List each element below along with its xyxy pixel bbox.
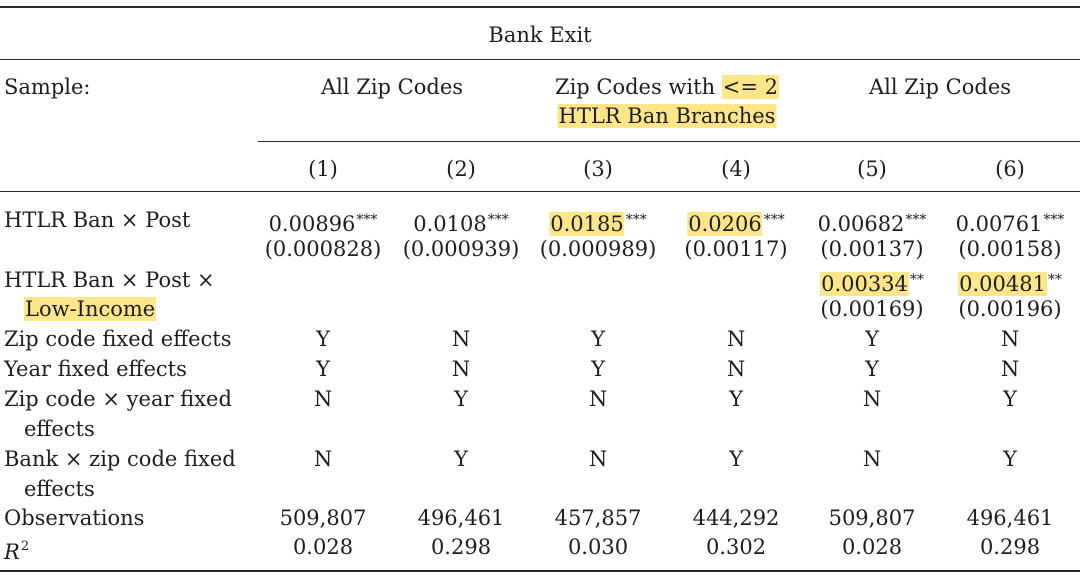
coef-cell-4 xyxy=(687,207,784,237)
row-label-zip-year-fe-line1: Zip code × year fixed xyxy=(4,387,232,411)
observations-cell-6: 496,461 xyxy=(966,506,1054,530)
interaction-coef-cell-5 xyxy=(820,267,924,297)
se-cell-4: (0.00117) xyxy=(684,237,788,261)
group-header-1: All Zip Codes xyxy=(320,75,464,99)
row-label-htlr-post-low-line1: HTLR Ban × Post × xyxy=(4,268,215,292)
significance-stars: *** xyxy=(763,212,785,228)
column-header-2: (2) xyxy=(446,157,476,181)
zip-fe-cell-4: N xyxy=(726,327,746,351)
top-rule xyxy=(0,6,1080,8)
year-fe-cell-1: Y xyxy=(316,357,330,381)
coef-value-highlighted: 0.00481 xyxy=(959,272,1046,296)
column-header-4: (4) xyxy=(721,157,751,181)
coef-cell-1 xyxy=(269,207,378,237)
bank-zip-fe-cell-2: Y xyxy=(454,447,468,471)
bank-zip-fe-cell-4: Y xyxy=(729,447,743,471)
significance-stars: ** xyxy=(1047,272,1062,288)
bottom-rule xyxy=(0,570,1080,572)
row-label-zip-year-fe-line2: effects xyxy=(24,417,95,441)
bank-zip-fe-cell-1: N xyxy=(313,447,333,471)
group-header-2-highlight-line2: HTLR Ban Branches xyxy=(558,104,776,128)
coef-cell-3 xyxy=(549,207,646,237)
row-label-year-fe: Year fixed effects xyxy=(4,357,187,381)
year-fe-cell-3: Y xyxy=(591,357,605,381)
column-header-5: (5) xyxy=(857,157,887,181)
row-label-bank-zip-fe-line2: effects xyxy=(24,477,95,501)
zip-year-fe-cell-1: N xyxy=(313,387,333,411)
table-caption: Bank Exit xyxy=(488,23,592,47)
interaction-se-cell-5: (0.00169) xyxy=(820,297,924,321)
se-cell-1: (0.000828) xyxy=(264,237,382,261)
se-cell-6: (0.00158) xyxy=(958,237,1062,261)
bank-zip-fe-cell-3: N xyxy=(588,447,608,471)
coef-value: 0.00896 xyxy=(268,212,356,236)
zip-year-fe-cell-5: N xyxy=(862,387,882,411)
column-header-3: (3) xyxy=(583,157,613,181)
se-cell-2: (0.000939) xyxy=(402,237,520,261)
se-cell-5: (0.00137) xyxy=(820,237,924,261)
significance-stars: *** xyxy=(625,212,647,228)
r-squared-cell-4: 0.302 xyxy=(705,535,767,559)
significance-stars: ** xyxy=(909,272,924,288)
column-header-6: (6) xyxy=(995,157,1025,181)
interaction-se-cell-6: (0.00196) xyxy=(958,297,1062,321)
coef-cell-6 xyxy=(956,207,1065,237)
r-squared-cell-5: 0.028 xyxy=(841,535,903,559)
coef-value: 0.0108 xyxy=(413,212,487,236)
r-squared-cell-1: 0.028 xyxy=(292,535,354,559)
year-fe-cell-5: Y xyxy=(865,357,879,381)
observations-cell-5: 509,807 xyxy=(828,506,916,530)
row-label-zip-fe: Zip code fixed effects xyxy=(4,327,232,351)
column-header-1: (1) xyxy=(308,157,338,181)
zip-year-fe-cell-4: Y xyxy=(729,387,743,411)
observations-cell-2: 496,461 xyxy=(417,506,505,530)
row-label-bank-zip-fe-line1: Bank × zip code fixed xyxy=(4,447,236,471)
coef-value-highlighted: 0.00334 xyxy=(821,272,908,296)
group-header-3: All Zip Codes xyxy=(868,75,1012,99)
r-squared-base: R xyxy=(4,540,20,564)
group-header-2-line1 xyxy=(555,74,779,100)
significance-stars: *** xyxy=(905,212,927,228)
observations-cell-3: 457,857 xyxy=(554,506,642,530)
interaction-coef-cell-6 xyxy=(958,267,1062,297)
significance-stars: *** xyxy=(487,212,509,228)
group-header-2-line2 xyxy=(558,103,777,129)
coef-value: 0.00761 xyxy=(955,212,1043,236)
coef-value-highlighted: 0.0206 xyxy=(688,212,762,236)
row-label-htlr-post-low-line2 xyxy=(24,296,156,322)
group-rule xyxy=(258,141,1080,142)
observations-cell-1: 509,807 xyxy=(279,506,367,530)
r-squared-cell-6: 0.298 xyxy=(979,535,1041,559)
zip-fe-cell-5: Y xyxy=(865,327,879,351)
header-rule xyxy=(0,59,1080,60)
column-header-rule xyxy=(0,191,1080,192)
zip-year-fe-cell-6: Y xyxy=(1003,387,1017,411)
bank-zip-fe-cell-5: N xyxy=(862,447,882,471)
sample-label: Sample: xyxy=(4,75,91,99)
coef-cell-2 xyxy=(413,207,508,237)
coef-value: 0.00682 xyxy=(817,212,905,236)
zip-year-fe-cell-3: N xyxy=(588,387,608,411)
year-fe-cell-6: N xyxy=(1000,357,1020,381)
zip-year-fe-cell-2: Y xyxy=(454,387,468,411)
year-fe-cell-2: N xyxy=(451,357,471,381)
low-income-highlight: Low-Income xyxy=(25,297,156,321)
row-label-observations: Observations xyxy=(4,506,145,530)
zip-fe-cell-3: Y xyxy=(591,327,605,351)
zip-fe-cell-6: N xyxy=(1000,327,1020,351)
significance-stars: *** xyxy=(356,212,378,228)
row-label-r-squared xyxy=(4,534,29,565)
significance-stars: *** xyxy=(1043,212,1065,228)
coef-value-highlighted: 0.0185 xyxy=(550,212,624,236)
zip-fe-cell-2: N xyxy=(451,327,471,351)
group-header-2-text: Zip Codes with xyxy=(554,75,716,99)
bank-zip-fe-cell-6: Y xyxy=(1003,447,1017,471)
observations-cell-4: 444,292 xyxy=(692,506,780,530)
r-squared-cell-3: 0.030 xyxy=(567,535,629,559)
r-squared-cell-2: 0.298 xyxy=(430,535,492,559)
coef-cell-5 xyxy=(818,207,927,237)
zip-fe-cell-1: Y xyxy=(316,327,330,351)
year-fe-cell-4: N xyxy=(726,357,746,381)
group-header-2-highlight: <= 2 xyxy=(722,75,779,99)
se-cell-3: (0.000989) xyxy=(539,237,657,261)
r-squared-exponent: 2 xyxy=(20,539,30,554)
row-label-htlr-post: HTLR Ban × Post xyxy=(4,208,191,232)
